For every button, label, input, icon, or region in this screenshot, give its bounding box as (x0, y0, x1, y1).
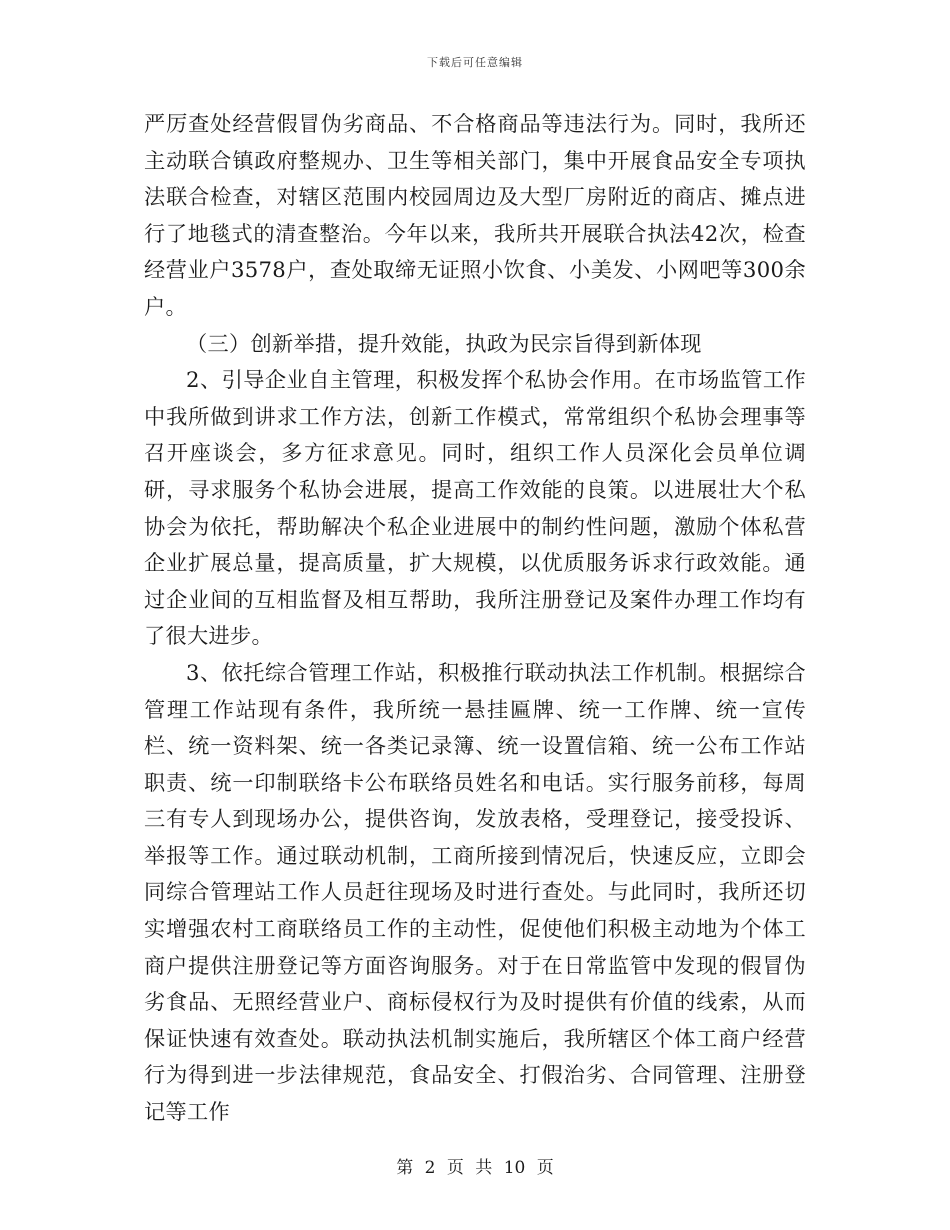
page-header-note: 下载后可任意编辑 (427, 56, 523, 69)
body-paragraph-continued: 严厉查处经营假冒伪劣商品、不合格商品等违法行为。同时，我所还主动联合镇政府整规办、卫生等相关部门，集中开展食品安全专项执法联合检查，对辖区范围内校园周边及大型厂房附近的商店、摊点进行了地毯式的清查整治。今年以来，我所共开展联合执法42次，检查经营业户3578户，查处取缔无证照小饮食、小美发、小网吧等300余户。 (144, 111, 806, 319)
body-paragraph-item-2: 2、引导企业自主管理，积极发挥个私协会作用。在市场监管工作中我所做到讲求工作方法，创新工作模式，常常组织个私协会理事等召开座谈会，多方征求意见。同时，组织工作人员深化会员单位调研，寻求服务个私协会进展，提高工作效能的良策。以进展壮大个私协会为依托，帮助解决个私企业进展中的制约性问题，激励个体私营企业扩展总量，提高质量，扩大规模，以优质服务诉求行政效能。通过企业间的互相监督及相互帮助，我所注册登记及案件办理工作均有了很大进步。 (144, 367, 806, 649)
page-number-footer: 第 2 页 共 10 页 (396, 1158, 554, 1178)
document-body (144, 106, 806, 1131)
body-paragraph-item-3: 3、依托综合管理工作站，积极推行联动执法工作机制。根据综合管理工作站现有条件，我所统一悬挂匾牌、统一工作牌、统一宣传栏、统一资料架、统一各类记录簿、统一设置信箱、统一公布工作站职责、统一印制联络卡公布联络员姓名和电话。实行服务前移，每周三有专人到现场办公，提供咨询，发放表格，受理登记，接受投诉、举报等工作。通过联动机制，工商所接到情况后，快速反应，立即会同综合管理站工作人员赶往现场及时进行查处。与此同时，我所还切实增强农村工商联络员工作的主动性，促使他们积极主动地为个体工商户提供注册登记等方面咨询服务。对于在日常监管中发现的假冒伪劣食品、无照经营业户、商标侵权行为及时提供有价值的线索，从而保证快速有效查处。联动执法机制实施后，我所辖区个体工商户经营行为得到进一步法律规范，食品安全、打假治劣、合同管理、注册登记等工作 (144, 659, 806, 1125)
section-heading-3: （三）创新举措，提升效能，执政为民宗旨得到新体现 (186, 330, 702, 356)
